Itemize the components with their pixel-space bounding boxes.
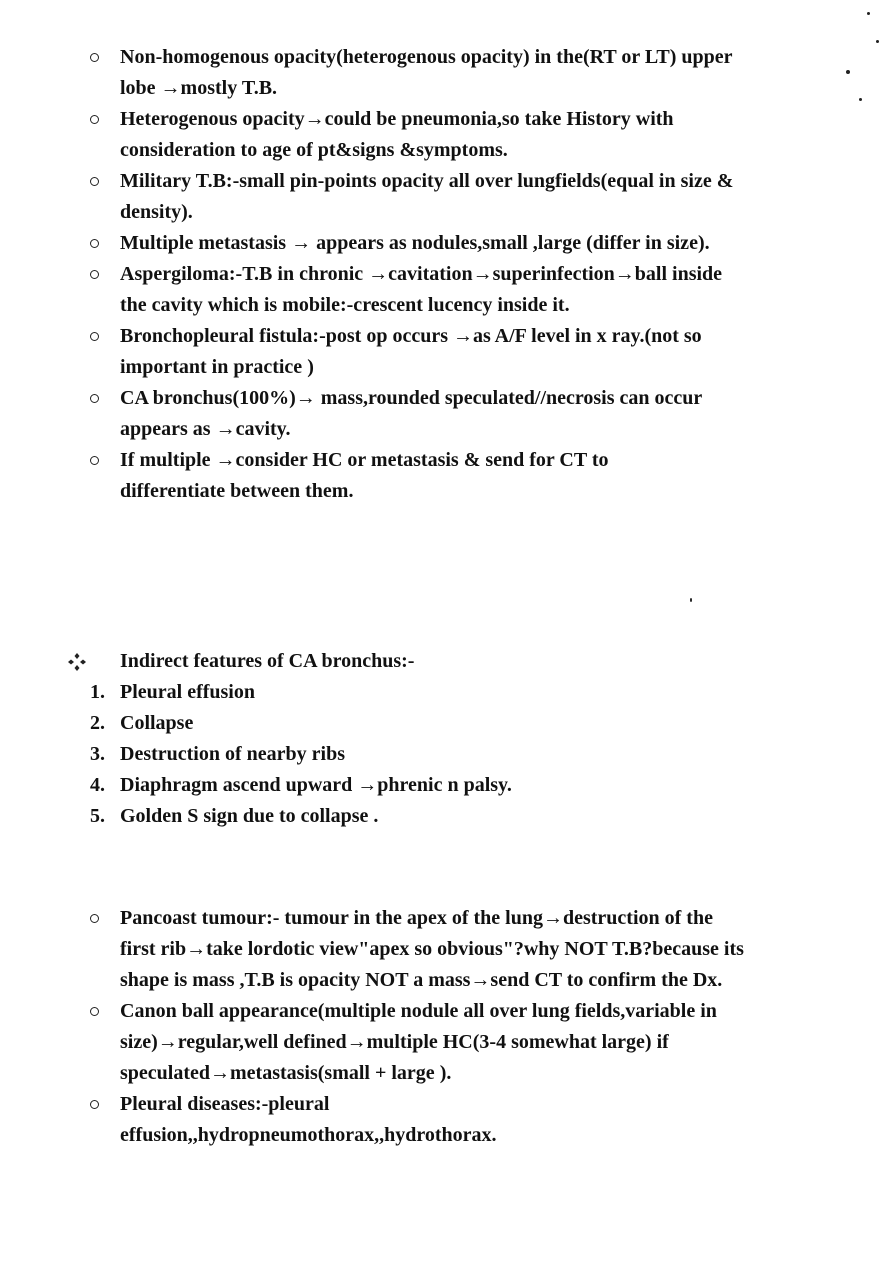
list-item-text: Aspergiloma:-T.B in chronic →cavitation→superinfection→ball inside the cavity which is mobile:-crescent lucency inside it. xyxy=(120,263,723,316)
list-item xyxy=(0,104,740,166)
item-number: 2. xyxy=(90,712,105,734)
item-number: 4. xyxy=(90,774,105,796)
list-item xyxy=(0,166,760,228)
list-item xyxy=(0,445,710,507)
scan-speck xyxy=(690,598,692,602)
circle-bullet-icon xyxy=(90,1100,99,1109)
list-item-text: Pancoast tumour:- tumour in the apex of the lung→destruction of the first rib→take lordotic view"apex so obvious"?why NOT T.B?because its shape is mass ,T.B is opacity NOT a mass→send CT to confirm the Dx. xyxy=(120,907,744,991)
circle-bullet-icon xyxy=(90,239,99,248)
circle-bullet-icon xyxy=(90,1007,99,1016)
section-2-indirect-features xyxy=(0,646,893,832)
list-item xyxy=(0,903,750,996)
item-text: Destruction of nearby ribs xyxy=(120,743,345,765)
list-item-text: CA bronchus(100%)→ mass,rounded speculated//necrosis can occur appears as →cavity. xyxy=(120,387,702,440)
list-item xyxy=(0,996,745,1089)
circle-bullet-icon xyxy=(90,394,99,403)
list-item-text: Military T.B:-small pin-points opacity all over lungfields(equal in size & density). xyxy=(120,170,734,223)
item-text: Golden S sign due to collapse . xyxy=(120,805,379,827)
section-1-list xyxy=(0,42,893,507)
list-item xyxy=(0,321,710,383)
numbered-item xyxy=(0,708,893,739)
numbered-item xyxy=(0,677,893,708)
item-text: Collapse xyxy=(120,712,194,734)
circle-bullet-icon xyxy=(90,177,99,186)
item-number: 3. xyxy=(90,743,105,765)
numbered-item xyxy=(0,739,893,770)
list-item xyxy=(0,228,765,259)
list-item-text: If multiple →consider HC or metastasis & send for CT to differentiate between them. xyxy=(120,449,609,502)
list-item xyxy=(0,383,750,445)
four-diamond-bullet-icon xyxy=(67,652,87,672)
list-item xyxy=(0,259,735,321)
list-item-text: Heterogenous opacity→could be pneumonia,so take History with consideration to age of pt&signs &symptoms. xyxy=(120,108,674,161)
item-number: 5. xyxy=(90,805,105,827)
list-item-text: Non-homogenous opacity(heterogenous opacity) in the(RT or LT) upper lobe →mostly T.B. xyxy=(120,46,733,99)
numbered-item xyxy=(0,801,893,832)
list-item-text: Multiple metastasis → appears as nodules,small ,large (differ in size). xyxy=(120,232,710,254)
section-3-list xyxy=(0,903,893,1151)
circle-bullet-icon xyxy=(90,332,99,341)
list-item-text: Canon ball appearance(multiple nodule all over lung fields,variable in size)→regular,well defined→multiple HC(3-4 somewhat large) if speculated→metastasis(small + large ). xyxy=(120,1000,717,1084)
list-item xyxy=(0,1089,570,1151)
list-item xyxy=(0,42,750,104)
circle-bullet-icon xyxy=(90,53,99,62)
list-item-text: Pleural diseases:-pleural effusion,,hydropneumothorax,,hydrothorax. xyxy=(120,1093,497,1146)
scan-speck xyxy=(846,70,850,74)
heading-text: Indirect features of CA bronchus:- xyxy=(120,650,415,672)
circle-bullet-icon xyxy=(90,270,99,279)
circle-bullet-icon xyxy=(90,115,99,124)
scan-speck xyxy=(867,12,870,15)
item-text: Pleural effusion xyxy=(120,681,255,703)
list-item-text: Bronchopleural fistula:-post op occurs →as A/F level in x ray.(not so important in practice ) xyxy=(120,325,702,378)
circle-bullet-icon xyxy=(90,456,99,465)
item-number: 1. xyxy=(90,681,105,703)
scan-speck xyxy=(859,98,862,101)
circle-bullet-icon xyxy=(90,914,99,923)
scan-speck xyxy=(876,40,879,43)
section-heading xyxy=(0,646,893,677)
numbered-item xyxy=(0,770,893,801)
item-text: Diaphragm ascend upward →phrenic n palsy. xyxy=(120,774,512,796)
